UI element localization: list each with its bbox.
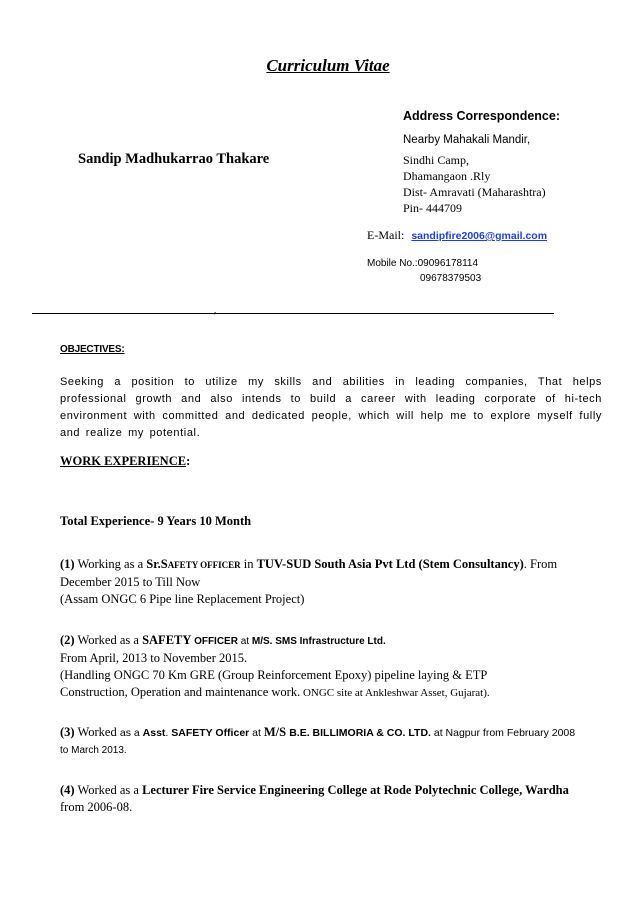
item-text: Working as a [74,557,147,571]
item-text: at [249,727,264,739]
item-text: Worked as a [74,633,143,647]
work-experience-colon: : [186,454,191,468]
divider-mark: , [214,305,217,315]
item-role: Sr.S [146,557,168,571]
experience-item [60,632,602,702]
header-divider [32,313,554,314]
item-number: (1) [60,557,75,571]
experience-line [60,782,602,799]
item-role: Asst [142,727,166,739]
address-line: Dhamangaon .Rly [403,169,491,183]
item-company: M/S. SMS Infrastructure Ltd. [251,636,386,647]
item-number: (2) [60,633,75,647]
email-row [367,228,547,243]
experience-line: to March 2013. [60,745,127,756]
work-experience-title: WORK EXPERIENCE [60,454,187,468]
objectives-text: Seeking a position to utilize my skills and abilities in leading companies, That helps professional growth and also intends to build a career with leading corporate of hi-tech environment with committed and dedicated people, which will help me to explore myself fully and realize my potential. [60,376,602,439]
item-company: M/S [263,725,290,739]
item-text: at Nagpur from February 2008 [430,727,576,739]
item-text: in [240,557,257,571]
address-heading: Address Correspondence: [403,109,560,123]
experience-line [60,556,602,574]
email-link[interactable]: sandipfire2006@gmail.com [411,230,548,242]
item-number: (3) [60,725,75,739]
item-text: ONGC site at Ankleshwar Asset, Gujarat). [300,687,490,699]
item-text: at [237,636,252,647]
experience-line: December 2015 to Till Now [60,575,201,589]
item-text: Construction, Operation and maintenance work. [60,685,301,699]
candidate-name: Sandip Madhukarrao Thakare [78,151,270,167]
item-role: AFETY OFFICER [167,560,241,570]
item-company: TUV-SUD South Asia Pvt Ltd (Stem Consultancy) [256,557,524,571]
total-experience: Total Experience- 9 Years 10 Month [60,514,252,528]
address-line: Pin- 444709 [403,201,463,215]
item-text: . From [523,557,558,571]
objectives-heading: OBJECTIVES: [60,344,125,355]
email-label: E-Mail: [367,228,405,242]
mobile-number: Mobile No.:09096178114 [367,258,479,269]
work-experience-heading [60,454,190,469]
item-text: . [165,727,172,739]
item-role: Lecturer Fire Service Engineering College at Rode Polytechnic College, Wardha [142,783,569,797]
item-text: Worked [74,725,120,739]
page-title: Curriculum Vitae [266,56,390,75]
experience-line: From April, 2013 to November 2015. [60,651,248,665]
address-line: Nearby Mahakali Mandir, [403,134,531,146]
experience-item [60,724,602,759]
experience-line: (Assam ONGC 6 Pipe line Replacement Project) [60,592,305,606]
experience-line: from 2006-08. [60,800,133,814]
item-role: SAFETY Officer [171,727,250,739]
experience-item [60,782,602,816]
address-line: Sindhi Camp, [403,153,470,167]
item-role: OFFICER [194,636,238,647]
address-line: Dist- Amravati (Maharashtra) [403,185,546,199]
mobile-number-2: 09678379503 [420,273,482,284]
item-text: Worked as a [74,783,143,797]
experience-item [60,556,602,608]
experience-line [60,724,602,742]
experience-line: (Handling ONGC 70 Km GRE (Group Reinforcement Epoxy) pipeline laying & ETP [60,668,488,682]
item-role: SAFETY [142,633,195,647]
item-text: as a [119,727,143,739]
item-number: (4) [60,783,75,797]
experience-line [60,684,602,702]
item-company: B.E. BILLIMORIA & CO. LTD. [289,727,431,739]
experience-line [60,632,602,650]
